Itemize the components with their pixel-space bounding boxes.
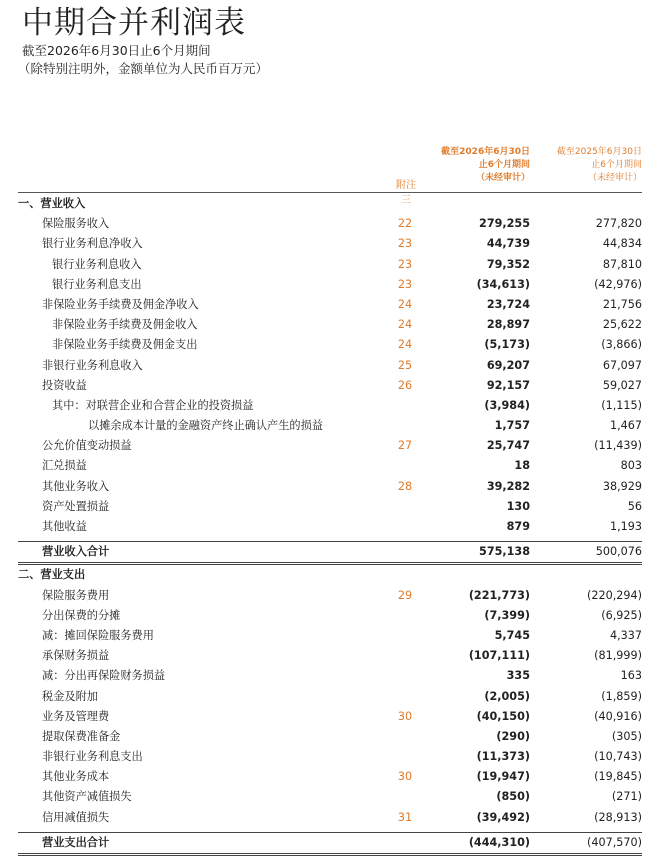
row-label: 减：摊回保险服务费用: [42, 628, 154, 642]
table-row: [18, 687, 642, 707]
row-previous-value: 21,756: [602, 297, 642, 311]
income-statement-table: [18, 194, 642, 856]
row-label: 其中：对联营企业和合营企业的投资损益: [52, 398, 254, 412]
row-previous-value: (42,976): [594, 277, 642, 291]
row-previous-value: 1,193: [609, 520, 642, 533]
row-previous-value: (19,845): [594, 770, 642, 784]
section-header-row: [18, 565, 642, 585]
table-row: [18, 808, 642, 828]
row-previous-value: (81,999): [594, 649, 642, 663]
row-current-value: 44,739: [486, 237, 530, 251]
header-previous-line: （未经审计）: [587, 173, 642, 183]
row-current-value: (290): [496, 729, 530, 743]
row-label: 非保险业务手续费及佣金净收入: [42, 297, 199, 311]
table-row: [18, 275, 642, 295]
row-label: 投资收益: [42, 378, 87, 392]
table-row: [18, 606, 642, 626]
row-note-ref: 31: [397, 810, 413, 824]
row-previous-value: (3,866): [601, 338, 642, 352]
row-note-ref: 29: [397, 588, 413, 602]
row-label: 保险服务费用: [42, 588, 110, 602]
row-current-value: 1,757: [494, 419, 530, 433]
header-previous-period: [535, 146, 642, 185]
row-previous-value: (407,570): [587, 835, 642, 849]
row-previous-value: 44,834: [602, 237, 642, 251]
total-row: [18, 541, 642, 565]
row-current-value: (40,150): [476, 709, 530, 723]
row-note-ref: 30: [397, 709, 413, 723]
row-current-value: (444,310): [468, 835, 530, 849]
row-current-value: 25,747: [486, 439, 530, 453]
row-previous-value: 87,810: [602, 257, 642, 271]
table-row: [18, 356, 642, 376]
header-current-period: [420, 146, 530, 185]
row-current-value: (2,005): [484, 689, 530, 703]
table-row: [18, 396, 642, 416]
table-row: [18, 626, 642, 646]
row-previous-value: (28,913): [594, 810, 642, 824]
row-note-ref: 23: [397, 237, 413, 251]
row-label: 税金及附加: [42, 689, 98, 703]
section-header-row: [18, 194, 642, 214]
row-label: 分出保费的分摊: [42, 608, 121, 622]
row-label: 其他资产减值损失: [42, 790, 132, 804]
row-label: 汇兑损益: [42, 459, 87, 473]
row-current-value: 130: [506, 499, 530, 513]
row-note-ref: 25: [397, 358, 413, 372]
page-title: 中期合并利润表: [22, 5, 246, 41]
row-label: 其他业务成本: [42, 770, 110, 784]
row-previous-value: 4,337: [609, 628, 642, 642]
row-current-value: 5,745: [494, 628, 530, 642]
row-label: 以摊余成本计量的金融资产终止确认产生的损益: [88, 419, 323, 433]
table-row: [18, 376, 642, 396]
row-current-value: 335: [506, 669, 530, 683]
row-current-value: (3,984): [484, 398, 530, 412]
row-previous-value: 163: [620, 669, 642, 683]
header-current-line: 止6个月期间: [478, 160, 530, 170]
row-label: 信用减值损失: [42, 810, 110, 824]
table-row: [18, 666, 642, 686]
row-note-ref: 22: [397, 217, 413, 231]
table-row: [18, 497, 642, 517]
row-current-value: (850): [496, 790, 530, 804]
unit-note: （除特别注明外，金额单位为人民币百万元）: [18, 61, 269, 76]
row-label: 银行业务利息支出: [52, 277, 142, 291]
row-label: 银行业务利息收入: [52, 257, 142, 271]
row-note-ref: 24: [397, 297, 413, 311]
row-previous-value: 803: [620, 459, 642, 473]
header-note-column: 附注三: [396, 180, 416, 206]
row-current-value: (221,773): [468, 588, 530, 602]
row-current-value: 879: [506, 520, 530, 533]
row-previous-value: (220,294): [587, 588, 642, 602]
table-row: [18, 517, 642, 537]
row-current-value: (34,613): [476, 277, 530, 291]
table-row: [18, 295, 642, 315]
table-row: [18, 416, 642, 436]
row-label: 银行业务利息净收入: [42, 237, 143, 251]
table-row: [18, 315, 642, 335]
row-current-value: (5,173): [484, 338, 530, 352]
table-row: [18, 255, 642, 275]
row-current-value: 279,255: [479, 217, 530, 231]
header-current-line: 截至2026年6月30日: [441, 147, 530, 157]
row-note-ref: 30: [397, 770, 413, 784]
row-current-value: 23,724: [486, 297, 530, 311]
row-previous-value: 500,076: [595, 545, 642, 559]
table-row: [18, 646, 642, 666]
row-label: 其他收益: [42, 520, 87, 533]
table-row: [18, 707, 642, 727]
row-label: 营业支出合计: [42, 835, 110, 849]
row-label: 非银行业务利息支出: [42, 750, 143, 764]
table-row: [18, 586, 642, 606]
row-label: 其他业务收入: [42, 479, 110, 493]
row-current-value: (107,111): [468, 649, 530, 663]
row-previous-value: (1,859): [601, 689, 642, 703]
row-label: 承保财务损益: [42, 649, 110, 663]
row-previous-value: 1,467: [609, 419, 642, 433]
period-subtitle: 截至2026年6月30日止6个月期间: [22, 43, 211, 58]
row-label: 资产处置损益: [42, 499, 110, 513]
table-row: [18, 727, 642, 747]
row-current-value: 18: [514, 459, 530, 473]
row-label: 非保险业务手续费及佣金支出: [52, 338, 198, 352]
header-current-line: （未经审计）: [475, 173, 530, 183]
row-label: 减：分出再保险财务损益: [42, 669, 166, 683]
header-previous-line: 截至2025年6月30日: [556, 147, 642, 157]
table-row: [18, 456, 642, 476]
row-previous-value: (10,743): [594, 750, 642, 764]
row-label: 提取保费准备金: [42, 729, 121, 743]
row-label: 一、营业收入: [18, 197, 86, 210]
row-previous-value: (305): [611, 729, 642, 743]
row-note-ref: 28: [397, 479, 413, 493]
row-previous-value: 38,929: [602, 479, 642, 493]
row-previous-value: (11,439): [594, 439, 642, 453]
row-current-value: (19,947): [476, 770, 530, 784]
row-label: 非保险业务手续费及佣金收入: [52, 318, 198, 332]
row-previous-value: (1,115): [601, 398, 642, 412]
table-row: [18, 477, 642, 497]
row-current-value: (39,492): [476, 810, 530, 824]
row-note-ref: 24: [397, 338, 413, 352]
table-row: [18, 335, 642, 355]
row-label: 业务及管理费: [42, 709, 110, 723]
row-label: 公允价值变动损益: [42, 439, 132, 453]
row-note-ref: 27: [397, 439, 413, 453]
row-label: 营业收入合计: [42, 545, 110, 559]
header-previous-line: 止6个月期间: [591, 160, 642, 170]
table-row: [18, 787, 642, 807]
table-row: [18, 436, 642, 456]
row-current-value: (7,399): [484, 608, 530, 622]
row-current-value: 92,157: [486, 378, 530, 392]
row-previous-value: (6,925): [601, 608, 642, 622]
row-note-ref: 26: [397, 378, 413, 392]
row-current-value: 39,282: [486, 479, 530, 493]
table-row: [18, 767, 642, 787]
row-current-value: 79,352: [486, 257, 530, 271]
row-current-value: 28,897: [486, 318, 530, 332]
row-previous-value: 56: [627, 499, 642, 513]
header-rule: [18, 192, 642, 193]
row-previous-value: 25,622: [602, 318, 642, 332]
row-previous-value: (40,916): [594, 709, 642, 723]
row-previous-value: (271): [611, 790, 642, 804]
row-note-ref: 23: [397, 277, 413, 291]
table-row: [18, 214, 642, 234]
row-current-value: 69,207: [486, 358, 530, 372]
table-row: [18, 747, 642, 767]
row-label: 保险服务收入: [42, 217, 110, 231]
row-note-ref: 24: [397, 318, 413, 332]
row-previous-value: 277,820: [595, 217, 642, 231]
row-current-value: (11,373): [476, 750, 530, 764]
table-row: [18, 234, 642, 254]
row-note-ref: 23: [397, 257, 413, 271]
row-label: 非银行业务利息收入: [42, 358, 143, 372]
row-current-value: 575,138: [479, 545, 530, 559]
row-label: 二、营业支出: [18, 568, 86, 582]
row-previous-value: 67,097: [602, 358, 642, 372]
total-row: [18, 832, 642, 856]
row-previous-value: 59,027: [602, 378, 642, 392]
